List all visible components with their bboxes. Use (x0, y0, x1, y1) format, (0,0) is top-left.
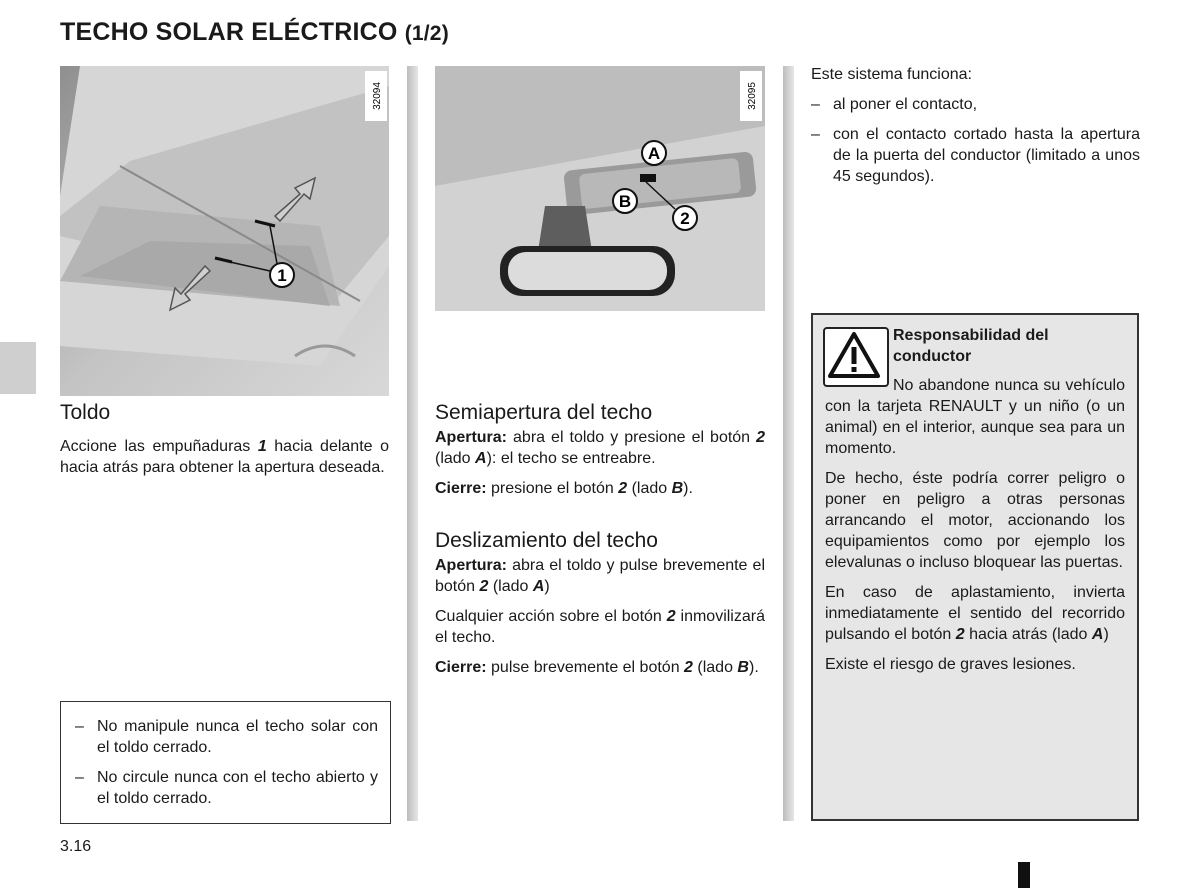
column-divider (407, 66, 418, 821)
page-number: 3.16 (60, 838, 92, 855)
list-item: – No circule nunca con el techo abierto y el toldo cerrado. (75, 769, 378, 807)
heading-semiapertura: Semiapertura del techo (435, 401, 653, 424)
toldo-text: Accione las empuñaduras 1 hacia delante o hacia atrás para obtener la apertura deseada. (60, 438, 389, 476)
list-item: – No manipule nunca el techo solar con el toldo cerrado. (75, 718, 378, 756)
figure-roof-console (435, 66, 765, 396)
semiapertura-text: Apertura: abra el toldo y presione el botón 2 (lado A): el techo se entreabre. Cierre: presione el botón 2 (lado B). (435, 429, 765, 497)
page-title-text: TECHO SOLAR ELÉCTRICO (60, 18, 398, 46)
list-item: – al poner el contacto, (811, 96, 978, 113)
deslizamiento-text: Apertura: abra el toldo y pulse brevemente el botón 2 (lado A) Cualquier acción sobre el botón 2 inmovilizará el techo. Cierre: pulse brevemente el botón 2 (lado B). (435, 557, 765, 676)
page-title-part: (1/2) (404, 22, 449, 45)
page-edge-marker (1018, 862, 1030, 888)
figure-sunroof-blind (60, 66, 389, 396)
page-title (60, 18, 449, 47)
system-conditions: Este sistema funciona: – al poner el contacto, – con el contacto cortado hasta la apertura de la puerta del conductor (limitado a unos 45 segundos). (811, 66, 1140, 185)
callout-1: 1 (277, 266, 287, 285)
sunroof-blind-illustration (60, 66, 389, 396)
section-tab-marker (0, 342, 36, 394)
warning-title: Responsabilidad del conductor (893, 327, 1049, 365)
warning-box (811, 313, 1139, 821)
warning-body: No abandone nunca su vehículo con la tarjeta RENAULT y un niño (o un animal) en el interior, aunque sea para un momento. De hecho, éste podría correr peligro o poner en peligro a otras personas arrancando el motor, accionando los equipamientos como por ejemplo los elevalunas o incluso bloquear las puertas. En caso de aplastamiento, invierta inmediatamente el sentido del recorrido pulsando el botón 2 hacia atrás (lado A) Existe el riesgo de graves lesiones. (825, 377, 1125, 673)
callout-a: A (647, 144, 661, 163)
note-box (60, 701, 391, 824)
list-item: – con el contacto cortado hasta la apertura de la puerta del conductor (limitado a unos 45 segundos). (811, 126, 1140, 185)
figure-code: 32095 (747, 82, 758, 110)
heading-toldo: Toldo (60, 401, 111, 424)
callout-2: 2 (680, 209, 690, 228)
heading-deslizamiento: Deslizamiento del techo (435, 529, 658, 552)
column-divider (783, 66, 794, 821)
roof-console-illustration (435, 66, 765, 396)
callout-b: B (618, 192, 632, 211)
figure-code: 32094 (372, 82, 383, 110)
